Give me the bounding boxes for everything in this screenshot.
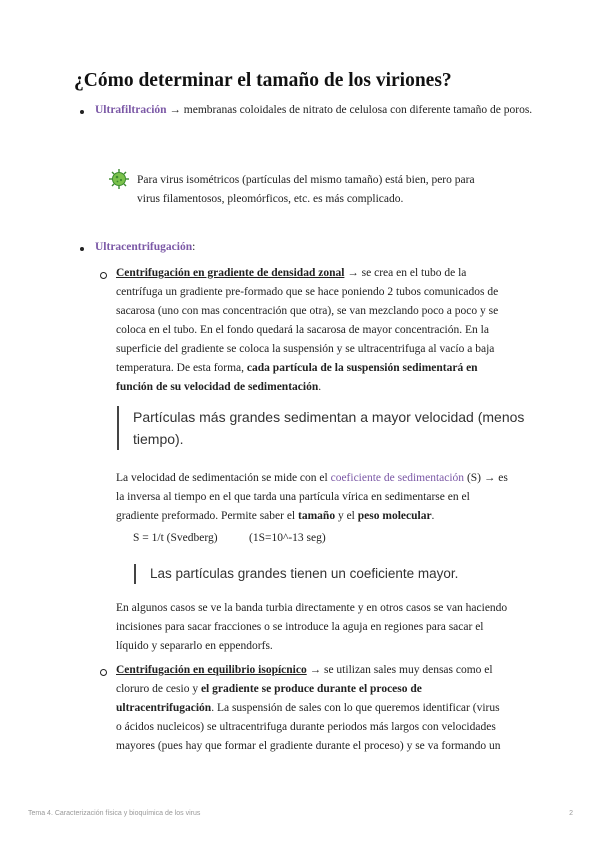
text-line: centrífuga un gradiente pre-formado que se hace poniendo 2 tubos comunicados de [116,286,499,298]
footer-text: Tema 4. Caracterización física y bioquímica de los virus [28,810,201,817]
blockquote: Las partículas grandes tienen un coeficiente mayor. [134,564,530,584]
ultrafiltracion-text: → membranas coloidales de nitrato de celulosa con diferente tamaño de poros. [166,104,533,116]
colon: : [192,241,196,253]
text-line: sacarosa (uno con mas concentración que otra), se van mezclando poco a poco y se [116,305,499,317]
text-line: → se utilizan sales muy densas como el [306,664,493,676]
text-line: cloruro de cesio y [116,683,201,695]
page-title: ¿Cómo determinar el tamaño de los viriones? [74,70,452,91]
blockquote [117,406,533,450]
sub-bullet [100,669,107,676]
text-line: La velocidad de sedimentación se mide con el [116,472,331,484]
isopicnico-term: Centrifugación en equilibrio isopícnico [116,664,307,676]
ultracentrifugacion-term: Ultracentrifugación [95,241,193,253]
coeficiente-link[interactable]: coeficiente de sedimentación [330,472,465,484]
text-line: En algunos casos se ve la banda turbia directamente y en otros casos se van haciendo [116,602,508,614]
virus-icon [108,168,130,195]
text-line: . [318,381,322,393]
ultrafiltracion-term: Ultrafiltración [95,104,167,116]
note-text [137,171,537,209]
velocidad-paragraph [116,469,536,526]
densidad-term: Centrifugación en gradiente de densidad zonal [116,267,345,279]
text-line: mayores (pues hay que formar el gradiente durante el proceso) y se va formando un [116,740,501,752]
text-line: y el [335,510,358,522]
note-line: virus filamentosos, pleomórficos, etc. es más complicado. [137,193,404,205]
bold-text: el gradiente se produce durante el proceso de [200,683,422,695]
ultrafiltracion-item [95,101,535,120]
bold-text: peso molecular [357,510,432,522]
quote-line: Partículas más grandes sedimentan a mayor velocidad (menos [133,409,525,425]
page-footer [28,810,573,817]
formula-right: (1S=10^-13 seg) [249,532,326,544]
bold-text: función de su velocidad de sedimentación [116,381,319,393]
page-number: 2 [569,810,573,817]
text-line: la inversa al tiempo en el que tarda una partícula vírica en sedimentarse en el [116,491,470,503]
sub-bullet [100,272,107,279]
formula-left: S = 1/t (Svedberg) [133,532,218,544]
text-line: gradiente preformado. Permite saber el [116,510,299,522]
text-line: temperatura. De esta forma, [116,362,247,374]
isopicnico-paragraph [116,661,536,756]
text-line: o ácidos nucleicos) se ultracentrifuga durante periodos más largos con velocidades [116,721,496,733]
ultracentrifugacion-heading [95,238,195,257]
bullet-dot [80,247,84,251]
text-line: (S) → es [464,472,508,484]
note-line: Para virus isométricos (partículas del mismo tamaño) está bien, pero para [137,174,475,186]
text-line: . La suspensión de sales con lo que queremos identificar (virus [211,702,500,714]
text-line: incisiones para sacar fracciones o se introduce la aguja en regiones para sacar el [116,621,484,633]
densidad-paragraph [116,264,536,397]
bold-text: cada partícula de la suspensión sedimentará en [246,362,478,374]
text-line: líquido y separarlo en eppendorfs. [116,640,273,652]
bold-text: tamaño [298,510,336,522]
bullet-dot [80,110,84,114]
text-line: superficie del gradiente se coloca la suspensión y se ultracentrifuga al vacío a baja [116,343,495,355]
bold-text: ultracentrifugación [116,702,212,714]
quote-line: tiempo). [133,431,184,447]
casos-paragraph [116,599,536,656]
text-line: . [431,510,435,522]
text-line: coloca en el tubo. En el fondo quedará la sacarosa de mayor concentración. En la [116,324,489,336]
text-line: → se crea en el tubo de la [344,267,467,279]
